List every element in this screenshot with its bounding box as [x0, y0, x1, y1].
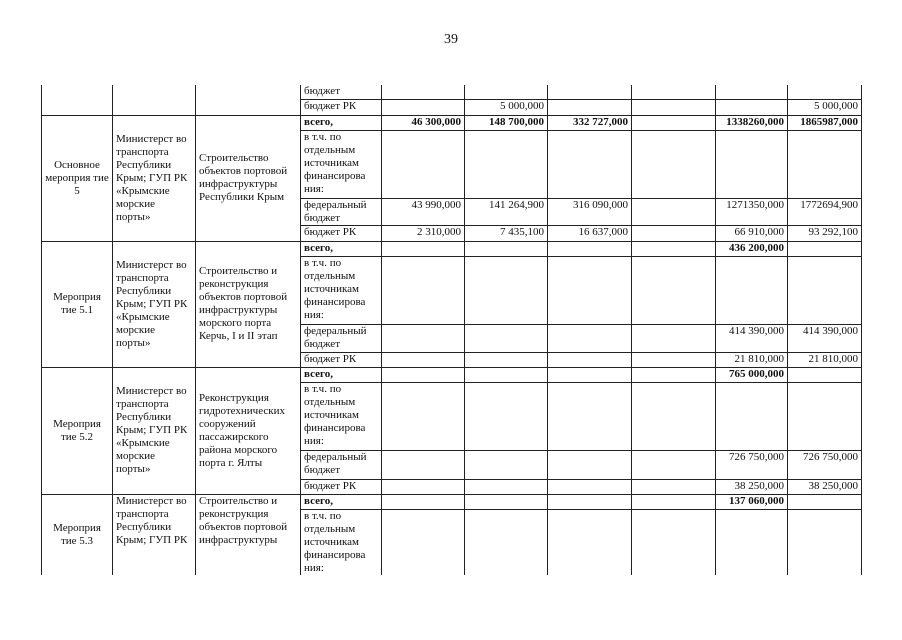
value-cell: 16 637,000	[548, 225, 632, 241]
value-cell	[465, 494, 548, 509]
event-name: Мероприя тие 5.1	[42, 241, 113, 367]
project-description: Реконструкция гидротехнических сооружений пассажирского района морского порта г. Ялты	[196, 367, 301, 494]
source-incl: в т.ч. по отдельным источникам финансирова ния:	[301, 509, 382, 575]
value-cell	[382, 352, 465, 367]
value-cell: 1271350,000	[716, 198, 788, 225]
value-cell	[548, 450, 632, 479]
value-cell	[632, 352, 716, 367]
source-incl: в т.ч. по отдельным источникам финансирова ния:	[301, 130, 382, 198]
value-cell	[465, 479, 548, 494]
table-row	[42, 241, 862, 256]
source-budget-cont: бюджет	[301, 85, 382, 99]
value-cell	[382, 367, 465, 382]
source-rk: бюджет РК	[301, 352, 382, 367]
source-federal: федеральный бюджет	[301, 324, 382, 352]
value-cell	[548, 324, 632, 352]
source-incl: в т.ч. по отдельным источникам финансирова ния:	[301, 382, 382, 450]
source-rk: бюджет РК	[301, 99, 382, 115]
event-name: Основное мероприя тие 5	[42, 115, 113, 241]
project-description: Строительство и реконструкция объектов портовой инфраструктуры морского порта Керчь, I и II этап	[196, 241, 301, 367]
source-incl: в т.ч. по отдельным источникам финансирова ния:	[301, 256, 382, 324]
value-cell	[788, 241, 862, 256]
value-cell: 66 910,000	[716, 225, 788, 241]
value-cell	[788, 367, 862, 382]
value-cell: 1338260,000	[716, 115, 788, 130]
table-row	[42, 85, 862, 99]
value-cell	[716, 99, 788, 115]
source-total: всего,	[301, 367, 382, 382]
value-cell	[632, 241, 716, 256]
value-cell	[465, 324, 548, 352]
value-cell	[548, 241, 632, 256]
source-rk: бюджет РК	[301, 225, 382, 241]
value-cell: 1865987,000	[788, 115, 862, 130]
value-cell	[632, 479, 716, 494]
value-cell: 38 250,000	[716, 479, 788, 494]
value-cell	[465, 367, 548, 382]
value-cell	[632, 225, 716, 241]
value-cell: 137 060,000	[716, 494, 788, 509]
value-cell	[548, 352, 632, 367]
value-cell	[382, 241, 465, 256]
source-total: всего,	[301, 115, 382, 130]
executor: Министерст во транспорта Республики Крым; ГУП РК	[113, 494, 196, 575]
financing-table	[41, 85, 862, 575]
value-cell: 726 750,000	[788, 450, 862, 479]
value-cell	[382, 479, 465, 494]
value-cell	[632, 324, 716, 352]
value-cell: 141 264,900	[465, 198, 548, 225]
value-cell	[465, 241, 548, 256]
value-cell	[632, 115, 716, 130]
value-cell	[632, 367, 716, 382]
value-cell: 38 250,000	[788, 479, 862, 494]
value-cell: 414 390,000	[716, 324, 788, 352]
executor: Министерст во транспорта Республики Крым; ГУП РК «Крымские морские порты»	[113, 241, 196, 367]
value-cell	[382, 450, 465, 479]
value-cell	[382, 99, 465, 115]
value-cell: 436 200,000	[716, 241, 788, 256]
value-cell	[788, 494, 862, 509]
value-cell: 2 310,000	[382, 225, 465, 241]
value-cell: 7 435,100	[465, 225, 548, 241]
value-cell: 5 000,000	[465, 99, 548, 115]
source-total: всего,	[301, 241, 382, 256]
value-cell: 21 810,000	[788, 352, 862, 367]
table-row	[42, 367, 862, 382]
table-row	[42, 494, 862, 509]
value-cell: 21 810,000	[716, 352, 788, 367]
value-cell	[548, 494, 632, 509]
value-cell	[548, 479, 632, 494]
project-description: Строительство объектов портовой инфраструктуры Республики Крым	[196, 115, 301, 241]
event-name: Мероприя тие 5.3	[42, 494, 113, 575]
value-cell	[548, 99, 632, 115]
source-federal: федеральный бюджет	[301, 450, 382, 479]
source-total: всего,	[301, 494, 382, 509]
table-row	[42, 115, 862, 130]
value-cell	[632, 450, 716, 479]
value-cell: 46 300,000	[382, 115, 465, 130]
value-cell: 316 090,000	[548, 198, 632, 225]
value-cell: 414 390,000	[788, 324, 862, 352]
project-description: Строительство и реконструкция объектов портовой инфраструктуры	[196, 494, 301, 575]
value-cell: 148 700,000	[465, 115, 548, 130]
source-federal: федеральный бюджет	[301, 198, 382, 225]
value-cell: 726 750,000	[716, 450, 788, 479]
value-cell	[632, 198, 716, 225]
value-cell	[465, 352, 548, 367]
value-cell: 5 000,000	[788, 99, 862, 115]
value-cell: 1772694,900	[788, 198, 862, 225]
page-number: 39	[444, 32, 458, 47]
value-cell	[465, 450, 548, 479]
value-cell	[632, 494, 716, 509]
executor: Министерст во транспорта Республики Крым; ГУП РК «Крымские морские порты»	[113, 367, 196, 494]
value-cell	[632, 99, 716, 115]
value-cell	[382, 324, 465, 352]
source-rk: бюджет РК	[301, 479, 382, 494]
event-name: Мероприя тие 5.2	[42, 367, 113, 494]
value-cell	[548, 367, 632, 382]
value-cell: 43 990,000	[382, 198, 465, 225]
value-cell	[382, 494, 465, 509]
value-cell: 93 292,100	[788, 225, 862, 241]
value-cell: 332 727,000	[548, 115, 632, 130]
value-cell: 765 000,000	[716, 367, 788, 382]
executor: Министерст во транспорта Республики Крым; ГУП РК «Крымские морские порты»	[113, 115, 196, 241]
